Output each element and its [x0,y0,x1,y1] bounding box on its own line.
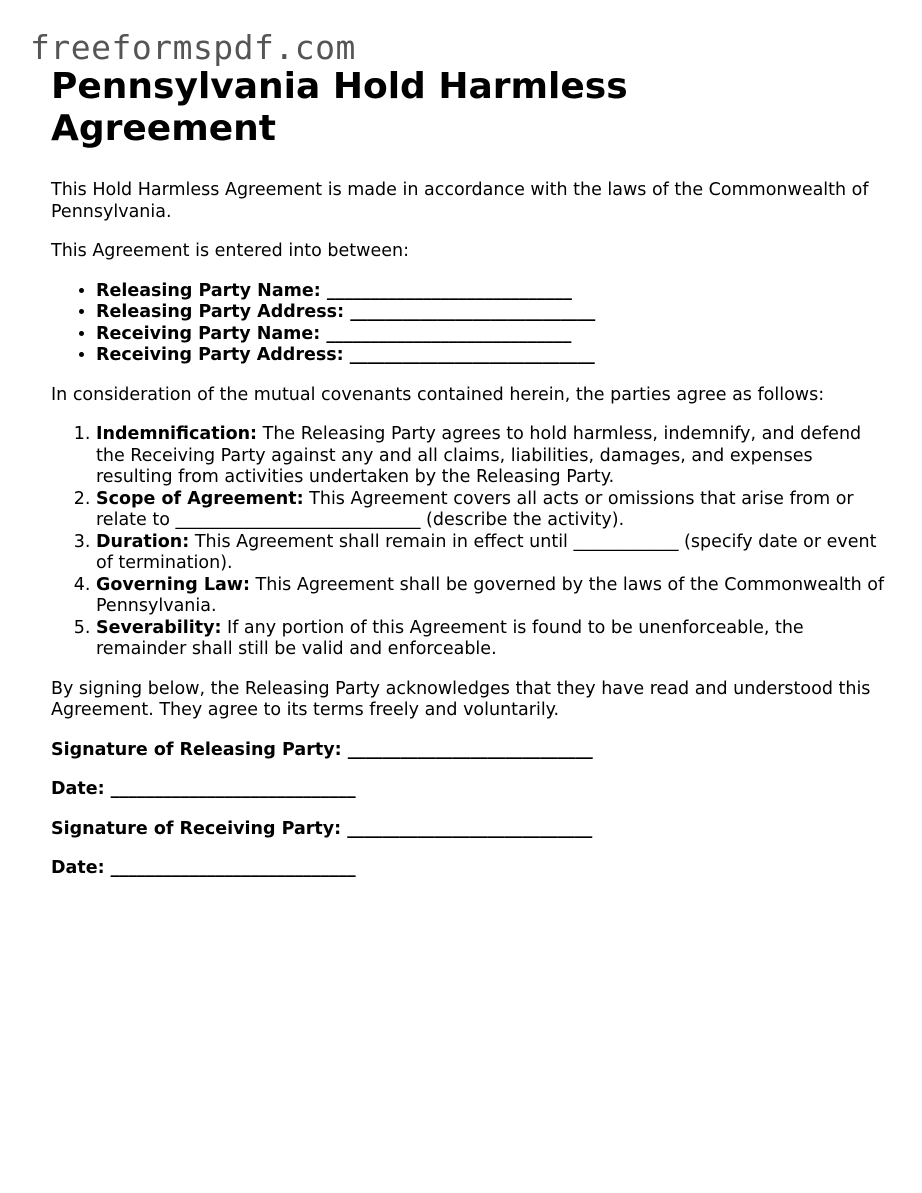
term-text: This Agreement covers all acts or omissions that arise from or relate to ____________________________ (describe the activity). [96,488,854,530]
term-text: If any portion of this Agreement is found to be unenforceable, the remainder shall still be valid and enforceable. [96,617,804,659]
parties-list [51,281,891,367]
term-label: Indemnification: [96,424,258,444]
signature-line-receiving [51,819,891,841]
term-text: The Releasing Party agrees to hold harmless, indemnify, and defend the Receiving Party against any and all claims, liabilities, damages, and expenses resulting from activities undertaken by the Releasing Party. [96,424,862,487]
party-blank: ____________________________ [344,302,596,322]
term-label: Governing Law: [96,574,250,595]
term-text: This Agreement shall be governed by the laws of the Commonwealth of Pennsylvania. [96,574,885,616]
list-item [96,618,891,661]
acknowledgement-paragraph: By signing below, the Releasing Party acknowledges that they have read and understood this Agreement. They agree to its terms freely and voluntarily. [51,678,871,720]
term-text: This Agreement shall remain in effect until ____________ (specify date or event of termination). [96,531,877,573]
list-item [96,281,891,303]
signature-line-releasing [51,740,891,762]
date-blank: ____________________________ [104,779,356,799]
date-line-receiving [51,858,891,880]
entered-paragraph: This Agreement is entered into between: [51,241,410,261]
signature-blank: ____________________________ [341,739,593,760]
party-label: Releasing Party Address: [96,302,345,322]
party-label: Receiving Party Name: [96,323,321,344]
signature-blank: ____________________________ [341,818,593,839]
list-item [96,345,891,367]
date-blank: ____________________________ [104,858,356,878]
party-label: Releasing Party Name: [96,280,321,301]
list-item [96,489,891,532]
date-label: Date: [51,779,105,799]
term-label: Severability: [96,617,222,638]
date-line-releasing [51,779,891,801]
party-label: Receiving Party Address: [96,345,344,365]
list-item [96,532,891,575]
date-label: Date: [51,858,105,878]
list-item [96,302,891,324]
term-label: Duration: [96,531,190,552]
list-item [96,324,891,346]
party-blank: ____________________________ [320,323,572,344]
agreement-document [51,66,891,898]
party-blank: ____________________________ [343,345,595,365]
watermark-text: freeformspdf.com [30,28,356,67]
terms-list [51,424,891,661]
list-item [96,424,891,489]
term-label: Scope of Agreement: [96,488,304,509]
list-item [96,575,891,618]
page-title: Pennsylvania Hold Harmless Agreement [51,66,628,149]
signature-label: Signature of Receiving Party: [51,818,342,839]
party-blank: ____________________________ [320,280,572,301]
consideration-paragraph: In consideration of the mutual covenants contained herein, the parties agree as follows: [51,384,825,405]
intro-paragraph: This Hold Harmless Agreement is made in accordance with the laws of the Commonwealth of Pennsylvania. [51,180,869,222]
signature-label: Signature of Releasing Party: [51,739,342,760]
